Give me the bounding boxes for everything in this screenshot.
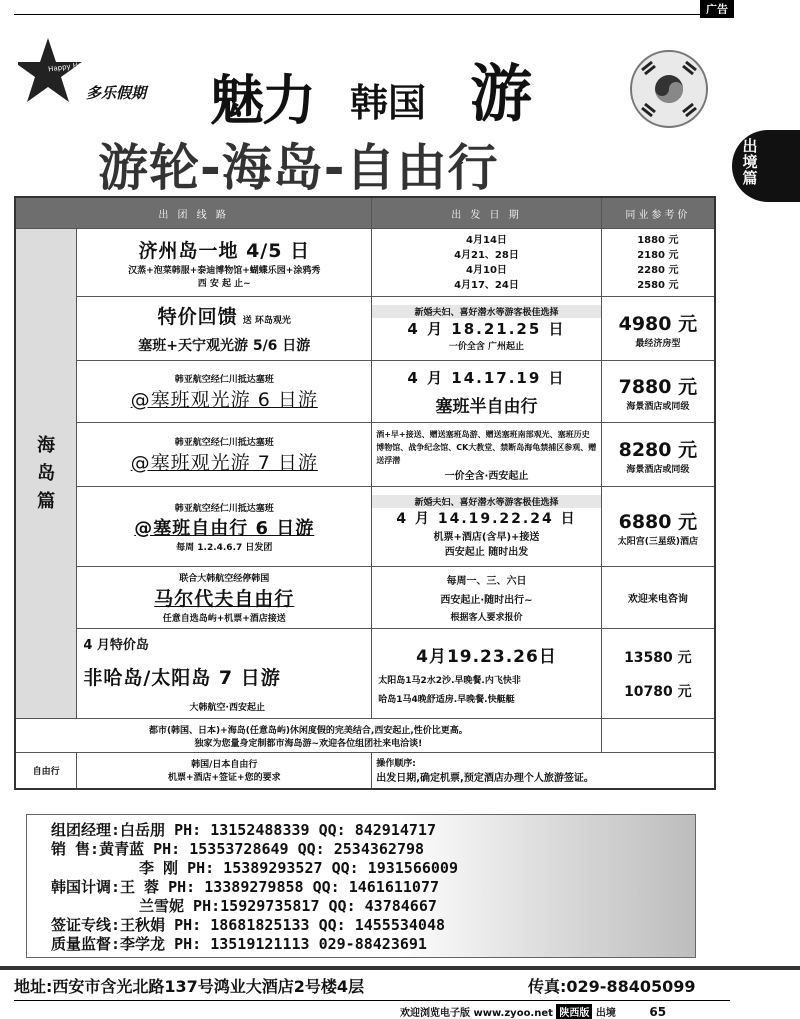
contact-row: 韩国计调:王 蓉 PH: 13389279858 QQ: 1461611077 <box>51 878 440 896</box>
price-main: 4980 元 <box>618 312 698 335</box>
price-main: 7880 元 <box>618 375 698 398</box>
address: 地址:西安市含光北路137号鸿业大酒店2号楼4层 <box>14 977 365 996</box>
headline-korea: 韩国 <box>350 81 427 125</box>
table-row <box>15 567 715 629</box>
headline-tour: 游 <box>470 57 533 130</box>
contact-row: 质量监督:李学龙 PH: 13519121113 029-88423691 <box>51 935 427 953</box>
route-frequency: 每周 1.2.4.6.7 日发团 <box>176 542 273 553</box>
date-main: 4 月 14.17.19 日 <box>407 368 566 387</box>
ad-label: 广告 <box>700 0 734 18</box>
price-item: 2180 元 <box>637 249 679 261</box>
date-main: 4月19.23.26日 <box>416 647 557 667</box>
table-row <box>15 753 715 789</box>
region-free-label: 自由行 <box>15 753 77 789</box>
date-main: 4 月 14.19.22.24 日 <box>396 511 577 527</box>
price-note: 海景酒店或同级 <box>626 401 690 412</box>
date-sub: 西安起止·随时出行~ <box>440 595 533 606</box>
edition-badge: 陕西版 <box>556 1004 592 1019</box>
date-note: 新婚夫妇、喜好潜水等游客极佳选择 <box>372 305 601 318</box>
contact-row: 销 售:黄青蓝 PH: 15353728649 QQ: 2534362798 <box>51 840 425 858</box>
top-rule <box>14 14 730 15</box>
date-item: 4月10日 <box>466 264 507 276</box>
date-item: 4月14日 <box>466 234 507 246</box>
header-date: 出 发 日 期 <box>372 197 602 229</box>
date-detail: 太阳岛1马2水2沙.早晚餐.内飞快非 <box>378 676 521 686</box>
free-line: 韩国/日本自由行 <box>191 760 258 771</box>
route-title: 非哈岛/太阳岛 7 日游 <box>83 667 281 689</box>
section-tab <box>732 130 800 202</box>
price-item: 2280 元 <box>637 264 679 276</box>
table-row <box>15 629 715 719</box>
date-sub: 一价全含 广州起止 <box>448 342 525 352</box>
footer-rule <box>14 1000 730 1001</box>
table-header <box>15 197 715 229</box>
price-main: 8280 元 <box>618 438 698 461</box>
route-desc: 汉蒸+泡菜韩服+泰迪博物馆+蝴蝶乐园+涂鸦秀 <box>128 266 321 276</box>
section-tab-label: 出境篇 <box>742 137 758 187</box>
price-note: 太阳宫(三星级)酒店 <box>617 536 698 547</box>
date-item: 4月21、28日 <box>454 249 519 261</box>
route-carrier: 韩亚航空经仁川抵达塞班 <box>174 503 274 514</box>
footer-section: 出境 <box>595 1008 616 1019</box>
route-title: @塞班观光游 7 日游 <box>130 451 318 474</box>
route-carrier: 联合大韩航空经停韩国 <box>179 574 270 584</box>
page-number: 65 <box>649 1005 667 1019</box>
date-main: 每周一、三、六日 <box>446 576 527 587</box>
price-note: 最经济房型 <box>635 338 681 349</box>
contact-row: 签证专线:王秋娟 PH: 18681825133 QQ: 1455534048 <box>51 916 446 934</box>
price-item: 2580 元 <box>637 279 679 291</box>
bottom-bar <box>0 966 800 970</box>
date-main: 4 月 18.21.25 日 <box>407 320 566 338</box>
headline-charm: 魅力 <box>210 69 314 132</box>
contact-row: 组团经理:白岳朋 PH: 13152488339 QQ: 842914717 <box>51 821 436 839</box>
steps-title: 操作顺序: <box>376 759 416 770</box>
date-sub: 根据客人要求报价 <box>450 613 523 623</box>
price-main: 6880 元 <box>618 510 698 533</box>
contact-row: 兰雪妮 PH:15929735817 QQ: 43784667 <box>139 897 437 915</box>
price-item: 1880 元 <box>637 234 679 246</box>
date-sub: 机票+酒店(含早)+接送 <box>433 532 540 543</box>
price-item: 10780 元 <box>624 683 692 700</box>
route-title: @塞班观光游 6 日游 <box>130 388 318 411</box>
route-title: 济州岛一地 4/5 日 <box>138 240 311 262</box>
table-row <box>15 719 715 753</box>
fax: 传真:029-88405099 <box>528 977 696 996</box>
route-title: 马尔代夫自由行 <box>154 588 295 610</box>
table-row <box>15 297 715 361</box>
steps-text: 出发日期,确定机票,预定酒店办理个人旅游签证。 <box>376 773 594 785</box>
contact-row: 李 刚 PH: 15389293527 QQ: 1931566009 <box>139 859 458 877</box>
route-carrier: 大韩航空·西安起止 <box>189 703 265 713</box>
route-desc: 塞班+天宁观光游 5/6 日游 <box>138 338 311 354</box>
header-route: 出 团 线 路 <box>15 197 372 229</box>
date-item: 4月17、24日 <box>454 279 519 291</box>
date-detail: 哈岛1马4晚舒适房.早晚餐.快艇艇 <box>378 695 515 705</box>
brand-slogan: Happy Holiday <box>47 58 100 74</box>
date-detail: 酒+早+接送、赠送塞班岛游、赠送塞班南部观光、塞班历史博物馆、战争纪念馆、CK大教堂、禁断岛海龟禁捕区参观、赠送浮潜 <box>376 429 597 465</box>
route-desc: 任意自选岛屿+机票+酒店接送 <box>162 614 286 624</box>
combo-notice: 独家为您量身定制都市海岛游~欢迎各位组团社来电洽谈! <box>194 738 423 749</box>
table-row <box>15 229 715 297</box>
table-row <box>15 361 715 423</box>
contact-panel <box>26 814 696 958</box>
route-title: @塞班自由行 6 日游 <box>134 517 315 539</box>
route-title-suffix: 送 环岛观光 <box>242 316 291 326</box>
subtitle: 游轮-海岛-自由行 <box>98 139 499 197</box>
date-sub: 塞班半自由行 <box>435 396 538 417</box>
korea-flag-icon <box>628 48 710 130</box>
region-island-label: 海岛篇 <box>15 229 77 719</box>
price-main: 欢迎来电咨询 <box>601 567 715 629</box>
route-table <box>14 196 716 790</box>
route-title: 特价回馈 <box>157 306 238 328</box>
route-promo: 4 月特价岛 <box>83 638 149 653</box>
route-carrier: 韩亚航空经仁川抵达塞班 <box>174 374 274 385</box>
footer-welcome: 欢迎浏览电子版 www.zyoo.net <box>400 1008 553 1019</box>
price-note: 海景酒店或同级 <box>626 464 690 475</box>
header-price: 同业参考价 <box>601 197 715 229</box>
table-row <box>15 423 715 487</box>
date-sub: 一价全含·西安起止 <box>444 470 529 482</box>
route-note: 西 安 起 止~ <box>197 279 251 289</box>
date-sub: 西安起止 随时出发 <box>444 547 529 558</box>
brand-name: 多乐假期 <box>86 84 147 102</box>
combo-notice: 都市(韩国、日本)+海岛(任意岛屿)休闲度假的完美结合,西安起止,性价比更高。 <box>148 725 468 736</box>
price-item: 13580 元 <box>624 649 692 666</box>
table-row <box>15 487 715 567</box>
route-carrier: 韩亚航空经仁川抵达塞班 <box>174 437 274 448</box>
free-line: 机票+酒店+签证+您的要求 <box>167 773 281 784</box>
date-note: 新婚夫妇、喜好潜水等游客极佳选择 <box>372 495 601 508</box>
